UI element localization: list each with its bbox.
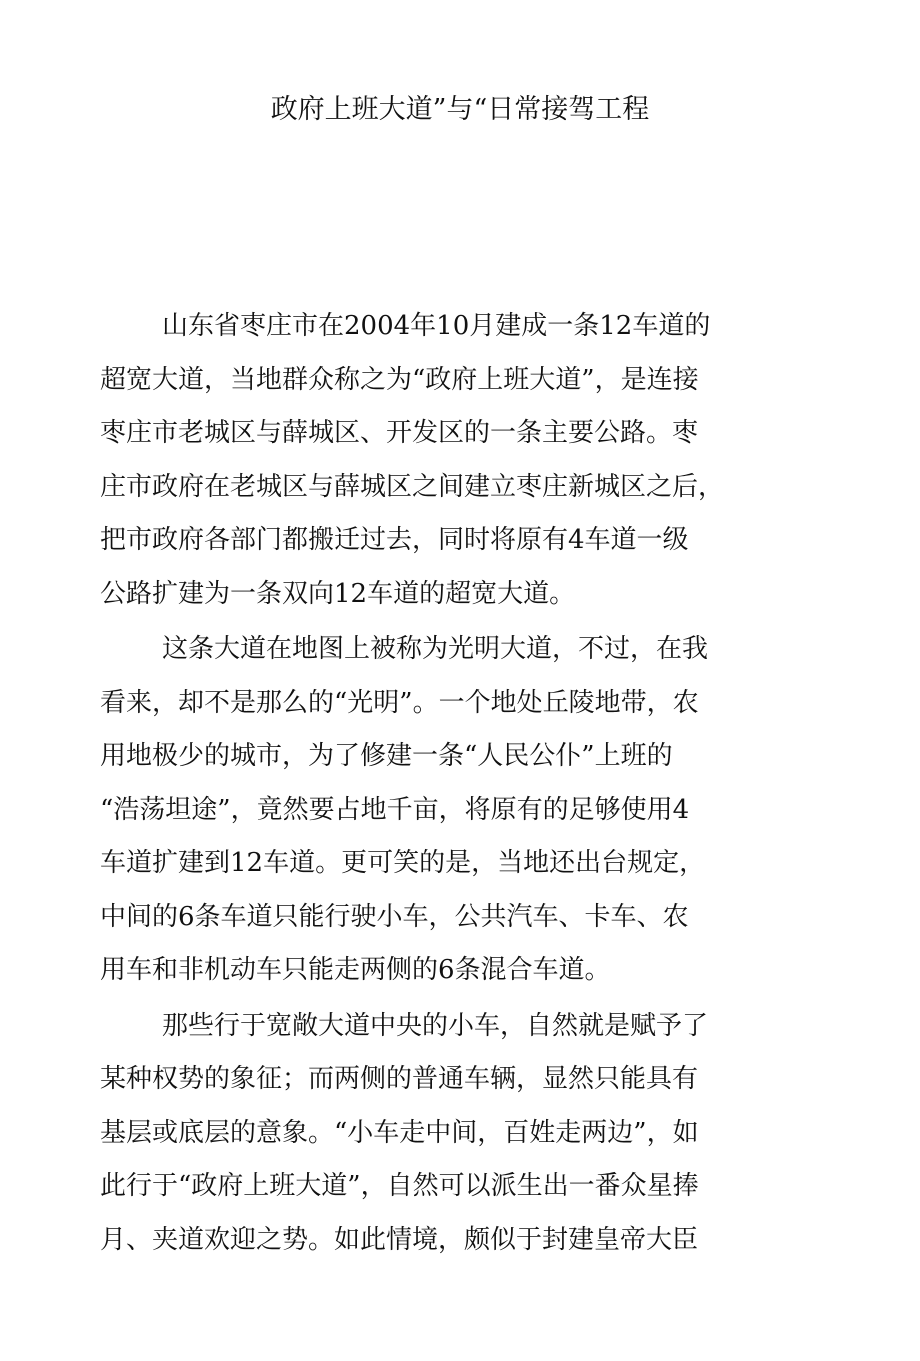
text-line: 这条大道在地图上被称为光明大道，不过，在我 xyxy=(162,634,709,664)
text-line: “浩荡坦途”，竟然要占地千亩，将原有的足够使用4 xyxy=(100,794,690,825)
text-line: 此行于“政府上班大道”，自然可以派生出一番众星捧 xyxy=(100,1171,699,1201)
text-line: 枣庄市老城区与薛城区、开发区的一条主要公路。枣 xyxy=(100,418,699,448)
text-line: 庄市政府在老城区与薛城区之间建立枣庄新城区之后， xyxy=(100,471,725,502)
text-line: 超宽大道，当地群众称之为“政府上班大道”，是连接 xyxy=(100,364,699,395)
text-line: 用地极少的城市，为了修建一条“人民公仆”上班的 xyxy=(100,741,673,771)
text-line: 月、夹道欢迎之势。如此情境，颇似于封建皇帝大臣 xyxy=(100,1224,699,1255)
text-line: 中间的6条车道只能行驶小车，公共汽车、卡车、农 xyxy=(100,901,689,932)
paragraph-2 xyxy=(100,623,820,998)
document-title: 政府上班大道”与“日常接驾工程 xyxy=(270,94,650,125)
text-line: 把市政府各部门都搬迁过去，同时将原有4车道一级 xyxy=(100,525,689,555)
text-line: 看来，却不是那么的“光明”。一个地处丘陵地带，农 xyxy=(100,687,699,718)
text-line: 基层或底层的意象。“小车走中间，百姓走两边”，如 xyxy=(100,1117,699,1148)
text-line: 某种权势的象征；而两侧的普通车辆，显然只能具有 xyxy=(100,1064,699,1094)
text-line: 用车和非机动车只能走两侧的6条混合车道。 xyxy=(100,955,611,985)
paragraph-3 xyxy=(100,1000,820,1268)
text-line: 那些行于宽敞大道中央的小车，自然就是赋予了 xyxy=(162,1010,709,1041)
text-line: 山东省枣庄市在2004年10月建成一条12车道的 xyxy=(162,311,711,341)
text-line: 车道扩建到12车道。更可笑的是，当地还出台规定， xyxy=(100,848,706,878)
paragraph-1 xyxy=(100,300,820,621)
text-line: 公路扩建为一条双向12车道的超宽大道。 xyxy=(100,578,576,609)
document-body xyxy=(100,300,820,1267)
